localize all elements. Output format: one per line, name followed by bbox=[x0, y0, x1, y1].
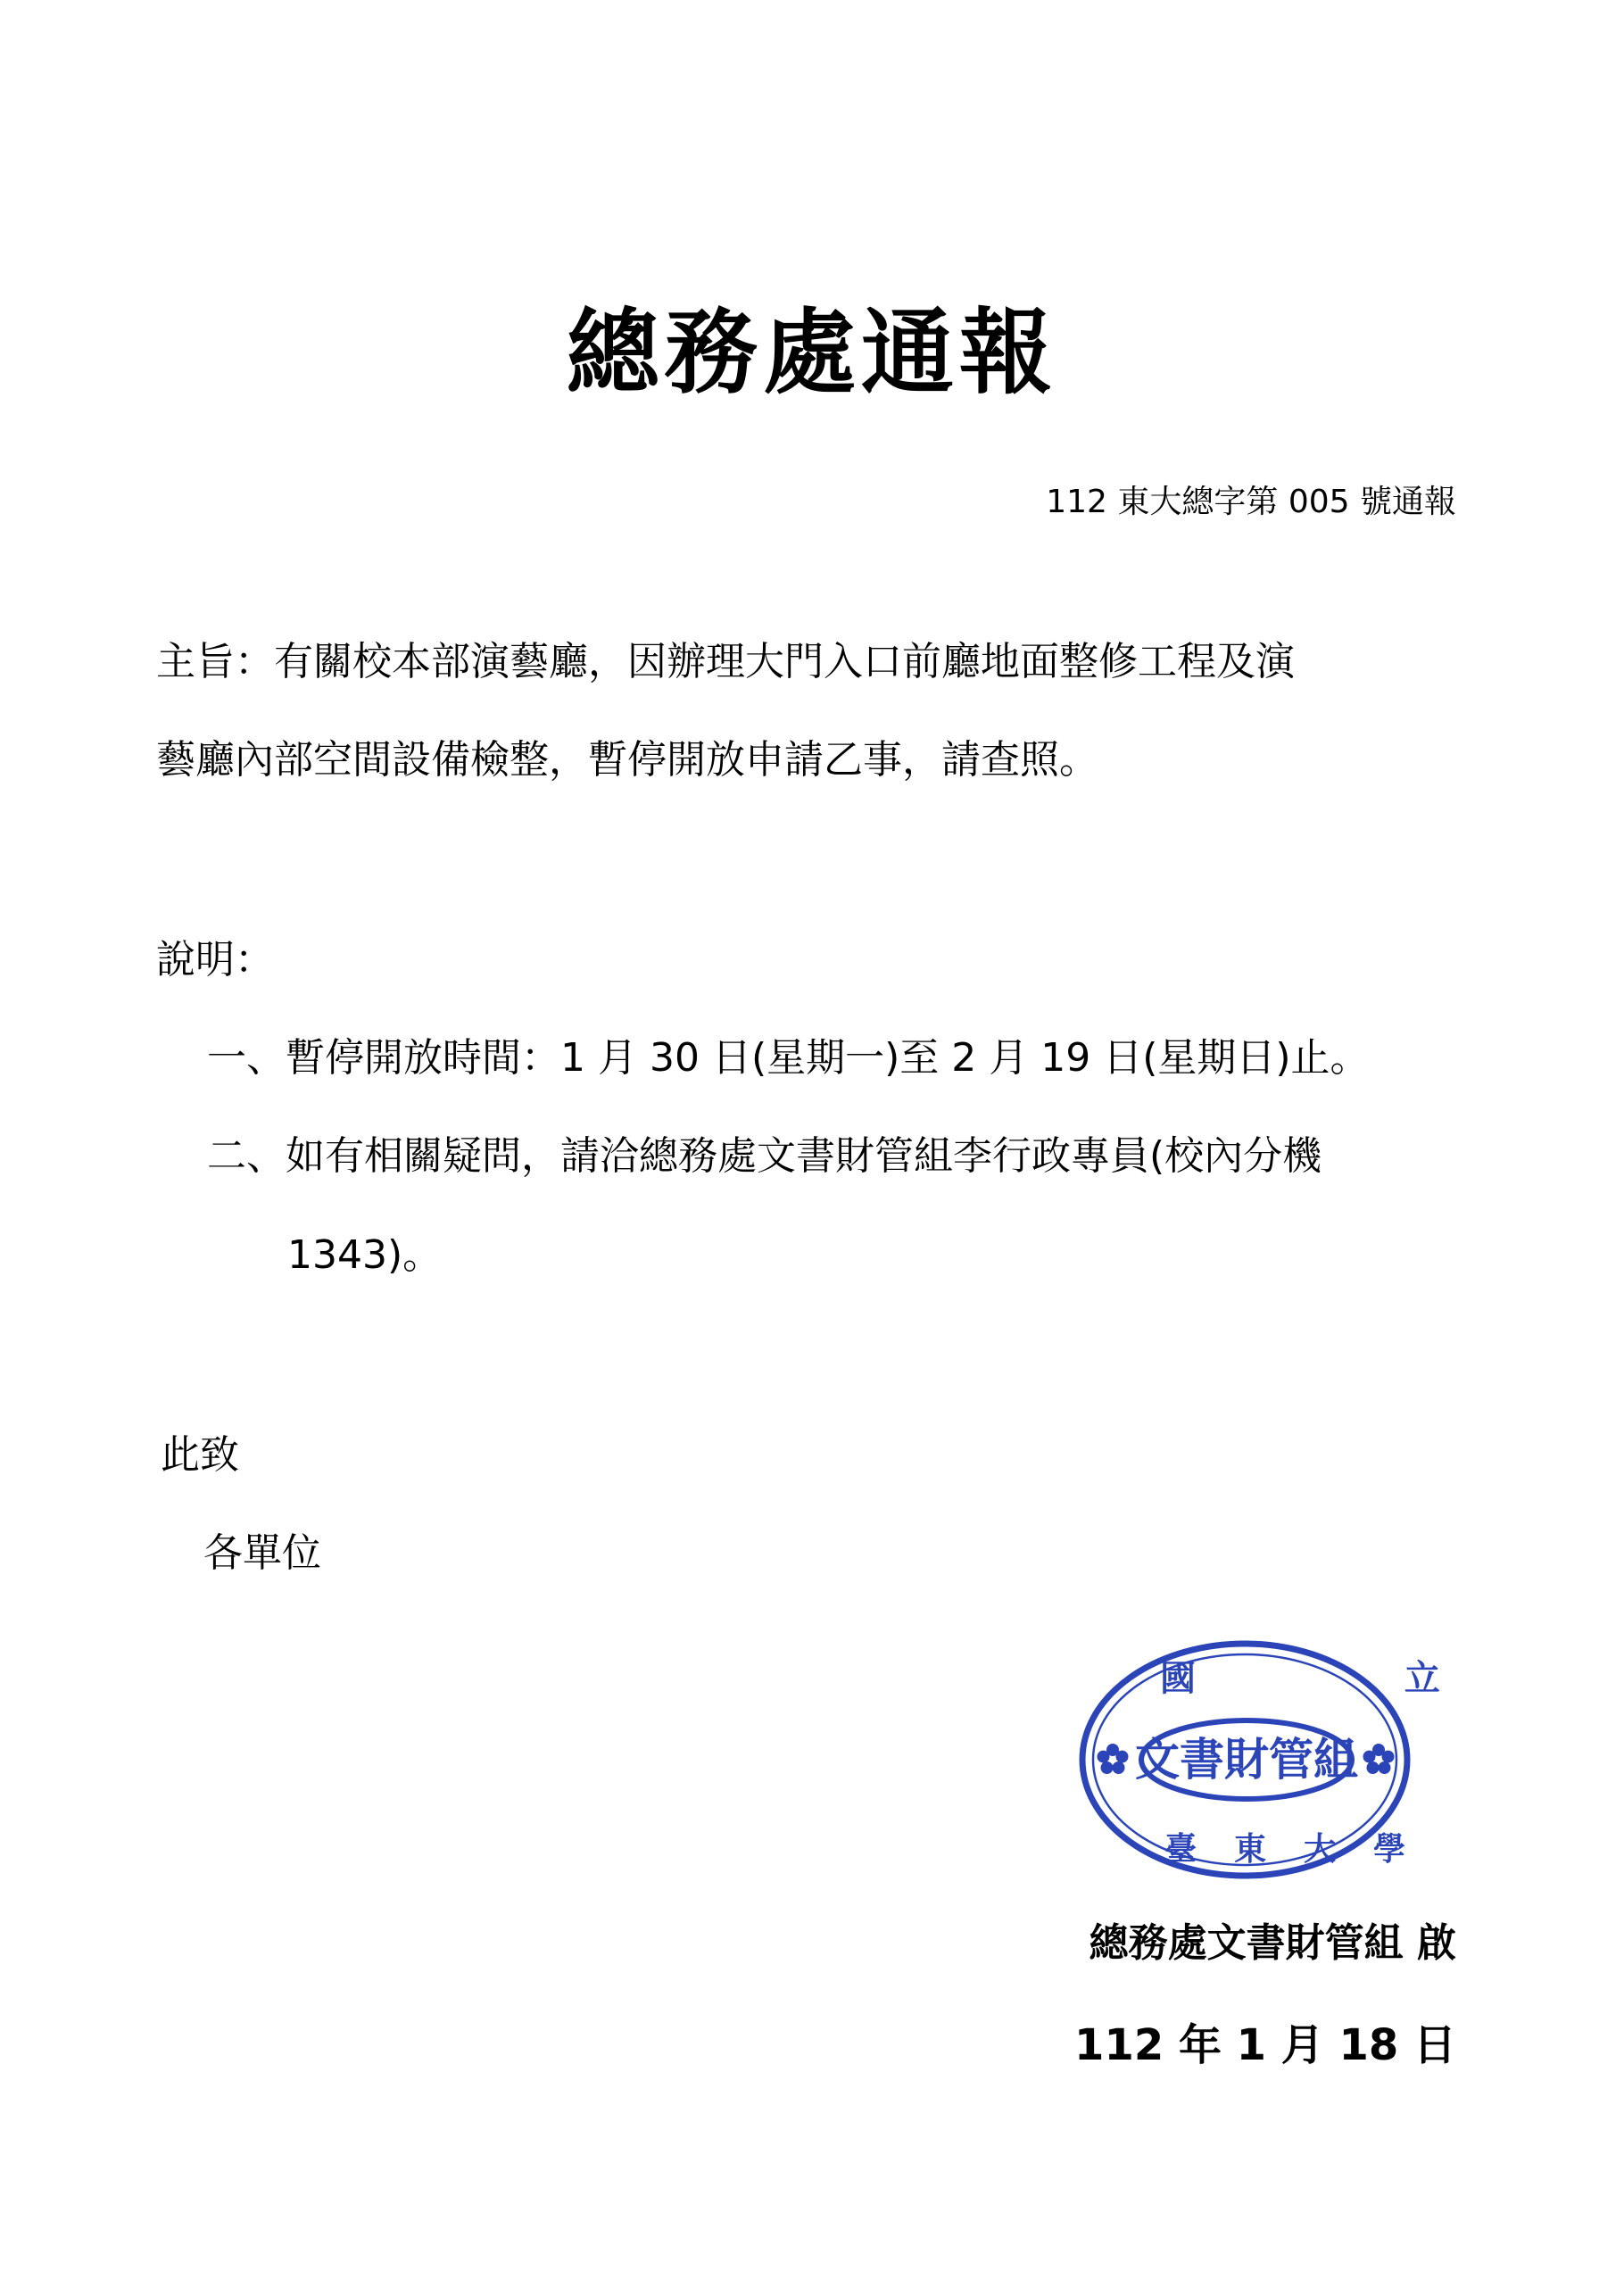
closing-recipients: 各單位 bbox=[203, 1530, 321, 1576]
document-title: 總務處通報 bbox=[566, 298, 1057, 407]
seal-top-text: 國 立 bbox=[1160, 1657, 1538, 1699]
signoff: 總務處文書財管組 啟 bbox=[1089, 1920, 1456, 1966]
explanation-label: 說明： bbox=[156, 937, 274, 982]
subject-line-1: 主旨：有關校本部演藝廳，因辦理大門入口前廳地面整修工程及演 bbox=[156, 639, 1295, 684]
subject-line-2: 藝廳內部空間設備檢整，暫停開放申請乙事，請查照。 bbox=[156, 737, 1098, 783]
explanation-item-1: 一、暫停開放時間：1 月 30 日(星期一)至 2 月 19 日(星期日)止。 bbox=[207, 1035, 1370, 1081]
explanation-item-2-line-1: 二、如有相關疑問，請洽總務處文書財管組李行政專員(校內分機 bbox=[207, 1133, 1322, 1179]
closing-salutation: 此致 bbox=[161, 1432, 239, 1478]
seal-bottom-text: 臺東大學 bbox=[1164, 1830, 1444, 1868]
official-seal bbox=[1075, 1635, 1538, 1885]
seal-center-text: 文書財管組 bbox=[1135, 1733, 1358, 1786]
document-date: 112 年 1 月 18 日 bbox=[1074, 2020, 1456, 2070]
document-number: 112 東大總字第 005 號通報 bbox=[1046, 484, 1456, 520]
explanation-item-2-line-2: 1343)。 bbox=[287, 1232, 443, 1278]
